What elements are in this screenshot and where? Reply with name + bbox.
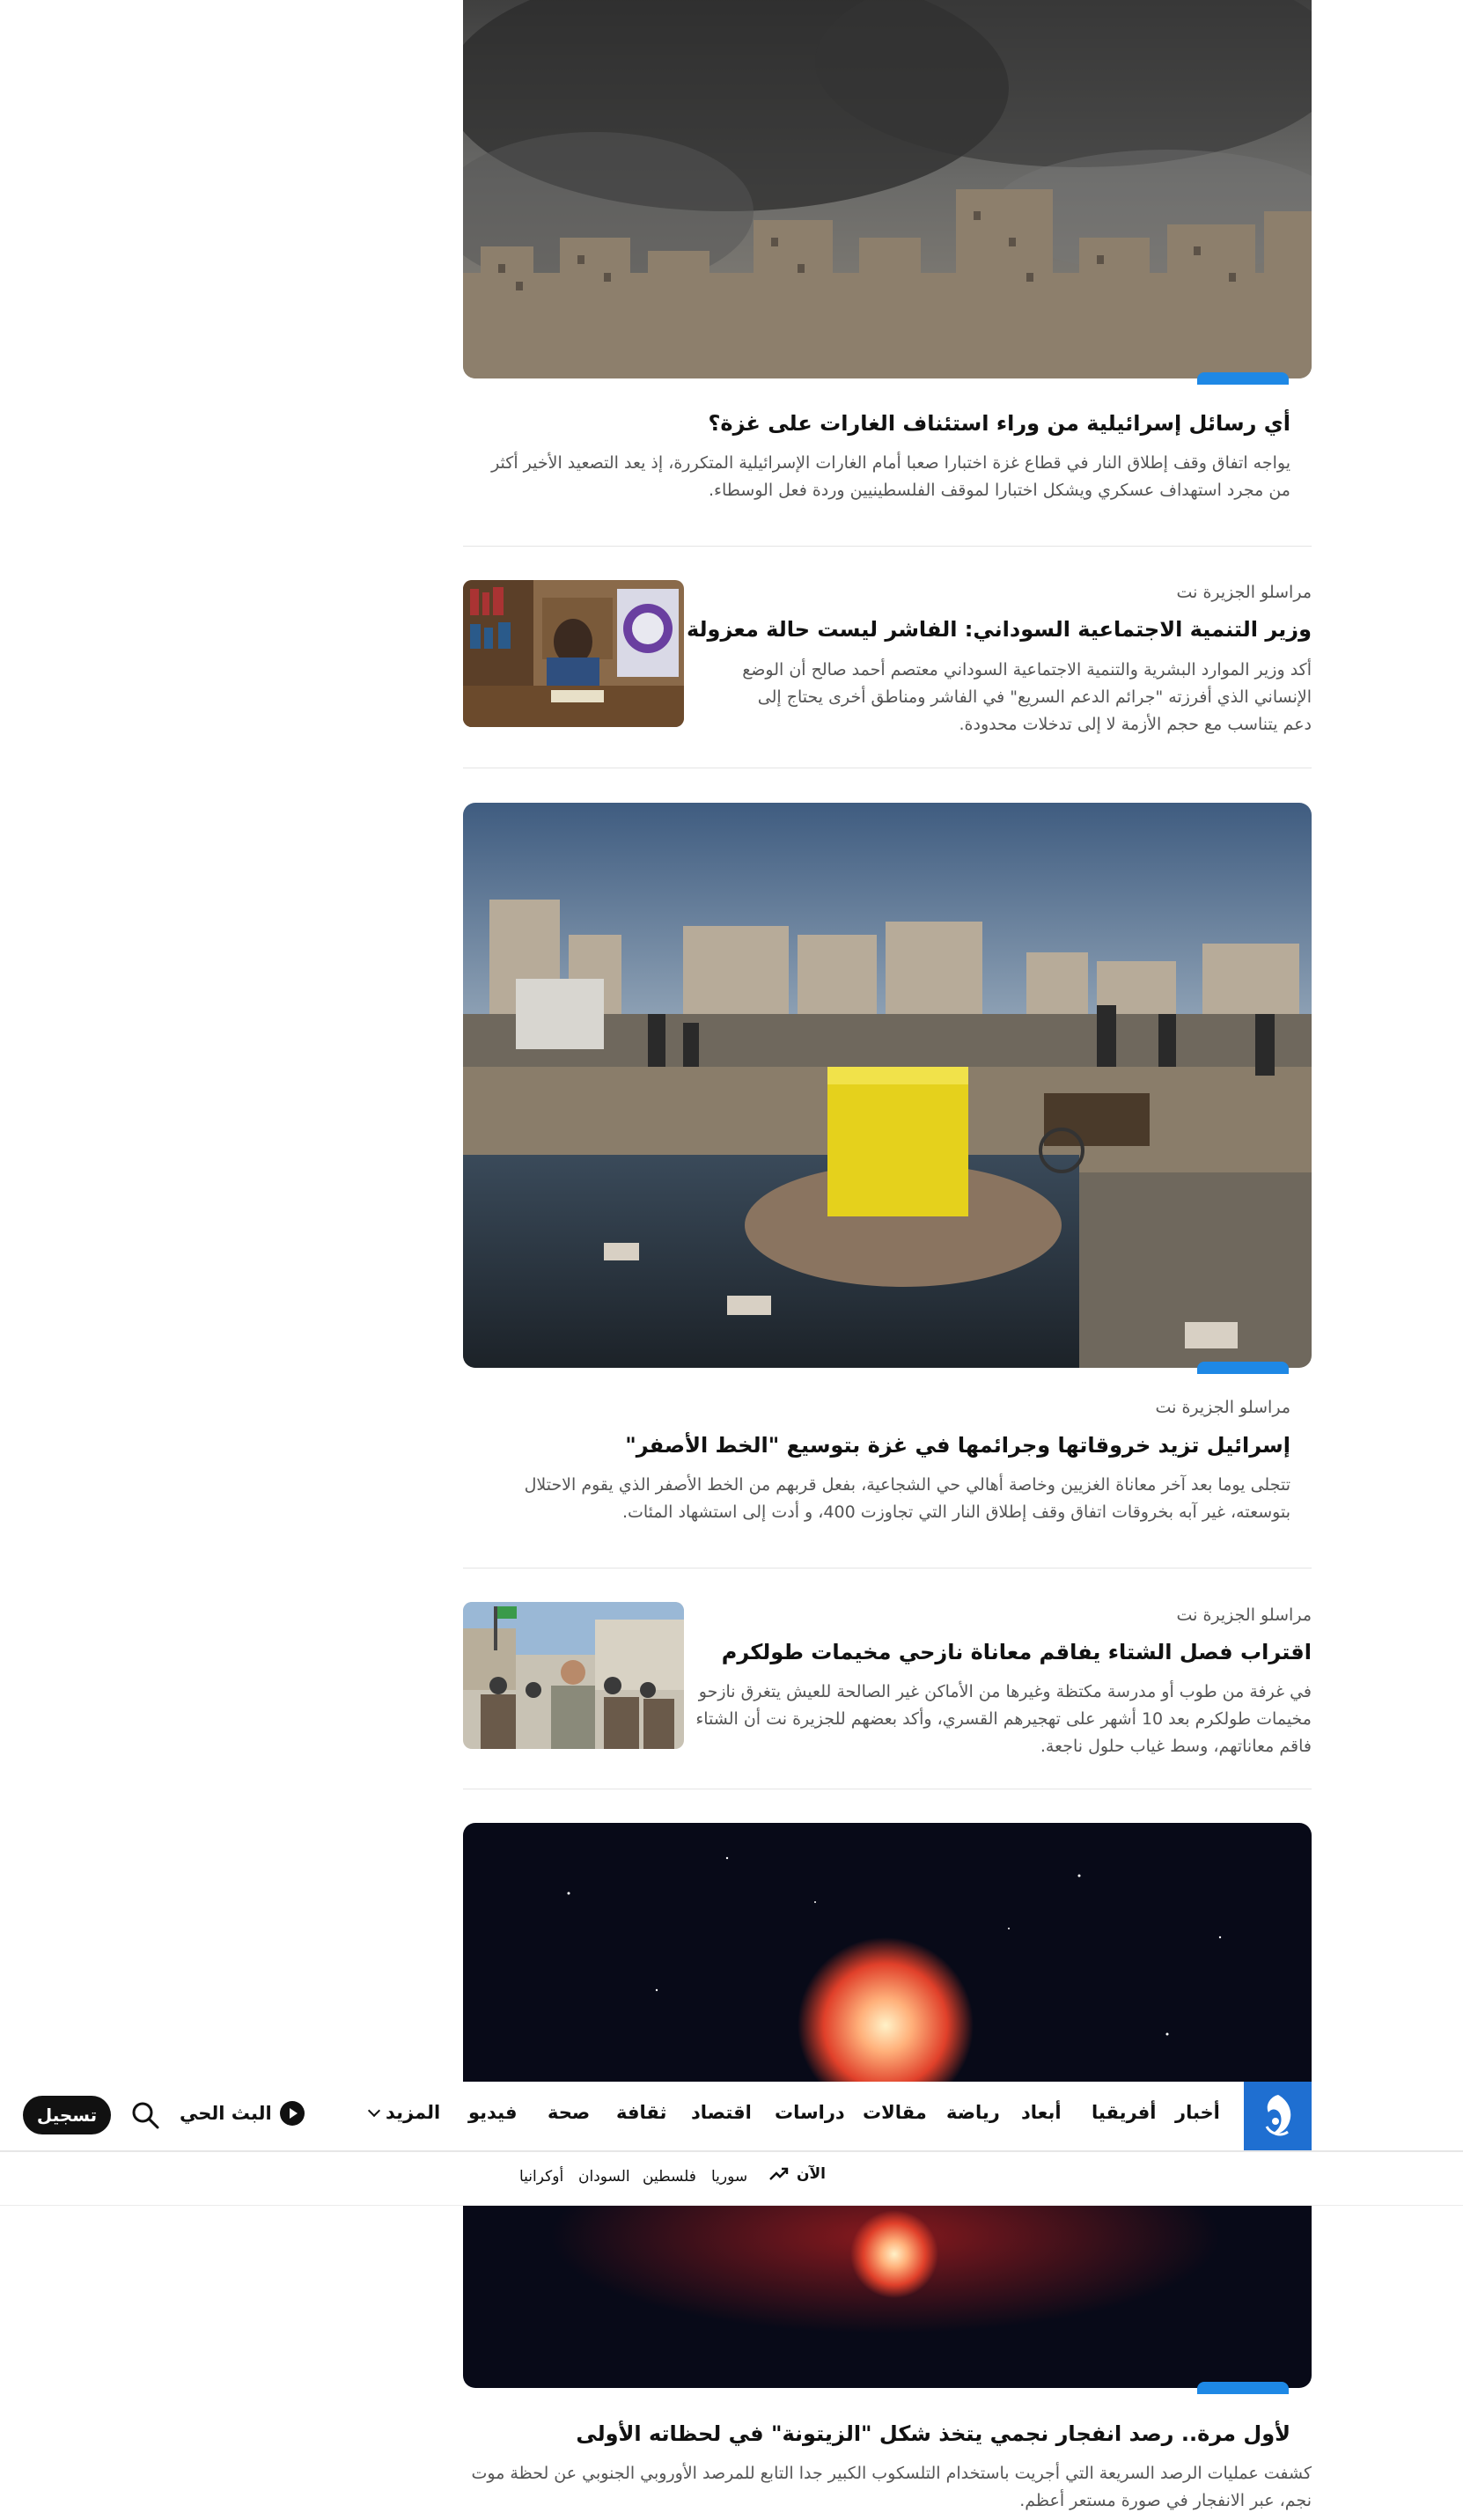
article-image-gaza-street[interactable] xyxy=(463,803,1312,1368)
article-excerpt: في غرفة من طوب أو مدرسة مكتظة وغيرها من الأماكن غير الصالحة للعيش يتغرق نازحو مخيمات طولكرم بعد 10 أشهر على تهجيرهم القسري، وأكد بعضهم للجزيرة نت أن الشتاء فاقم معاناتهم، وسط غياب حلول ناجعة. xyxy=(695,1682,1312,1756)
destroyed-street-illustration xyxy=(463,803,1312,1368)
aljazeera-logo-icon xyxy=(1258,2091,1298,2141)
nav-item-articles[interactable]: مقالات xyxy=(863,2102,927,2123)
trending-item-sudan[interactable]: السودان xyxy=(578,2168,630,2186)
protest-crowd-illustration xyxy=(463,1602,684,1749)
smoke-rubble-illustration xyxy=(463,0,1312,378)
trending-now[interactable] xyxy=(768,2165,826,2183)
trending-item-ukraine[interactable]: أوكرانيا xyxy=(519,2168,564,2186)
article-excerpt: يواجه اتفاق وقف إطلاق النار في قطاع غزة اختبارا صعبا أمام الغارات الإسرائيلية المتكررة، إذ يعد التصعيد الأخير أكثر من مجرد استهداف عسكري ويشكل اختبارا لموقف الفلسطينيين وردة فعل الوسطاء. xyxy=(491,453,1290,500)
search-icon[interactable] xyxy=(130,2100,160,2130)
nav-item-news[interactable]: أخبار xyxy=(1175,2102,1220,2123)
chevron-down-icon xyxy=(368,2105,380,2117)
article-excerpt: تتجلى يوما بعد آخر معاناة الغزيين وخاصة أهالي حي الشجاعية، بفعل قربهم من الخط الأصفر الذي يقوم الاحتلال بتوسعته، غير آبه بخروقات اتفاق وقف إطلاق النار التي تجاوزت 400، و أدت إلى استشهاد المئات. xyxy=(524,1475,1290,1522)
article-source[interactable]: مراسلو الجزيرة نت xyxy=(1176,1605,1312,1625)
image-accent-tab xyxy=(1197,1362,1289,1374)
image-accent-tab xyxy=(1197,2382,1289,2394)
divider xyxy=(463,1568,1312,1569)
nav-more[interactable] xyxy=(370,2102,440,2123)
trending-item-palestine[interactable]: فلسطين xyxy=(643,2168,696,2186)
article-title[interactable]: أي رسائل إسرائيلية من وراء استئناف الغارات على غزة؟ xyxy=(708,411,1290,436)
image-accent-tab xyxy=(1197,372,1289,385)
play-circle-icon xyxy=(279,2100,305,2127)
article-title[interactable]: إسرائيل تزيد خروقاتها وجرائمها في غزة بتوسيع "الخط الأصفر" xyxy=(625,1433,1290,1458)
article-excerpt: أكد وزير الموارد البشرية والتنمية الاجتماعية السوداني معتصم أحمد صالح أن الوضع الإنساني الذي أفرزته "جرائم الدعم السريع" في الفاشر ومناطق أخرى يحتاج إلى دعم يتناسب مع حجم الأزمة لا إلى تدخلات محدودة. xyxy=(742,660,1312,734)
live-stream-label: البث الحي xyxy=(180,2103,272,2124)
article-image-gaza-smoke[interactable] xyxy=(463,0,1312,378)
nav-item-sports[interactable]: رياضة xyxy=(946,2102,1000,2123)
nav-item-dimensions[interactable]: أبعاد xyxy=(1021,2102,1062,2123)
trending-arrow-icon xyxy=(768,2165,790,2183)
trending-item-syria[interactable]: سوريا xyxy=(711,2168,748,2186)
nav-item-video[interactable]: فيديو xyxy=(468,2102,518,2123)
article-thumbnail-tulkarm[interactable] xyxy=(463,1602,684,1749)
nav-item-culture[interactable]: ثقافة xyxy=(616,2102,667,2123)
article-excerpt: كشفت عمليات الرصد السريعة التي أجريت باستخدام التلسكوب الكبير جدا التابع للمرصد الأوروبي الجنوبي عن لحظة موت نجم، عبر الانفجار في صورة مستعر أعظم. xyxy=(471,2464,1312,2510)
article-source[interactable]: مراسلو الجزيرة نت xyxy=(1176,583,1312,602)
live-stream-link[interactable] xyxy=(180,2100,305,2127)
nav-item-studies[interactable]: دراسات xyxy=(775,2102,845,2123)
signup-button[interactable]: تسجيل xyxy=(23,2096,111,2134)
minister-office-illustration xyxy=(463,580,684,727)
divider xyxy=(463,546,1312,547)
article-title[interactable]: لأول مرة.. رصد انفجار نجمي يتخذ شكل "الزيتونة" في لحظاته الأولى xyxy=(576,2421,1290,2446)
nav-item-economy[interactable]: اقتصاد xyxy=(691,2102,752,2123)
trending-label: الآن xyxy=(797,2165,826,2183)
article-title[interactable]: اقتراب فصل الشتاء يفاقم معاناة نازحي مخيمات طولكرم xyxy=(721,1640,1312,1664)
article-title[interactable]: وزير التنمية الاجتماعية السوداني: الفاشر ليست حالة معزولة xyxy=(686,617,1312,642)
nav-item-africa[interactable]: أفريقيا xyxy=(1092,2102,1157,2123)
article-source[interactable]: مراسلو الجزيرة نت xyxy=(1155,1398,1290,1417)
article-thumbnail-minister[interactable] xyxy=(463,580,684,727)
nav-item-health[interactable]: صحة xyxy=(548,2102,591,2123)
aljazeera-logo-icon[interactable] xyxy=(1244,2082,1312,2150)
nav-more-label: المزيد xyxy=(386,2102,441,2123)
